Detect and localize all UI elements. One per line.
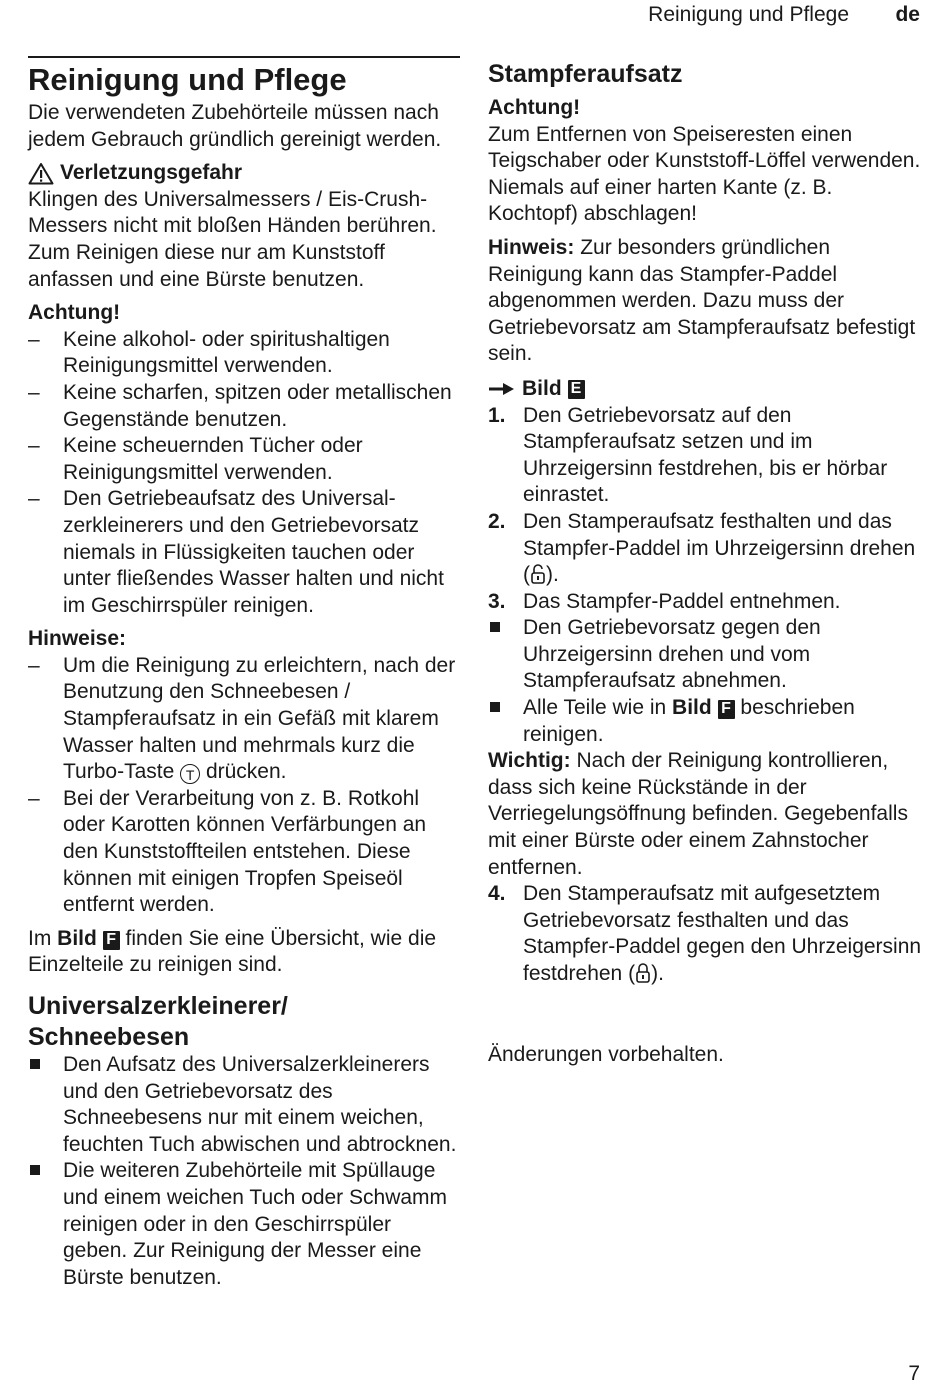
hint-text: Zur besonders gründlichen Reinigung kann das Stampfer-Paddel abgenommen werden. Dazu muss der Getriebevorsatz am Stampferaufsatz befestigt sein. xyxy=(488,235,916,366)
dash-marker: – xyxy=(28,380,40,404)
figure-reference xyxy=(488,376,928,403)
step-item xyxy=(488,881,928,987)
step-text-b: ). xyxy=(546,563,559,587)
left-column xyxy=(28,56,460,1291)
warning-heading xyxy=(28,160,460,187)
bullet-square-icon xyxy=(28,1158,58,1185)
overview-post: finden Sie eine Übersicht, wie die Einzelteile zu reinigen sind. xyxy=(28,926,437,977)
list-item xyxy=(28,1158,460,1291)
bullet2-text-a: Alle Teile wie in xyxy=(523,696,667,720)
footer-note: Änderungen vorbehalten. xyxy=(488,1042,724,1066)
bullet-square-icon xyxy=(28,1052,58,1079)
hint-paragraph xyxy=(488,235,928,368)
list-item-text: Den Getriebevorsatz gegen den Uhrzeigersinn drehen und vom Stampferaufsatz abnehmen. xyxy=(523,616,821,693)
figure-ref-label: Bild xyxy=(57,926,97,950)
warning-triangle-icon xyxy=(28,162,54,185)
step-item xyxy=(488,589,928,616)
list-item xyxy=(28,433,460,486)
warning-title: Verletzungsgefahr xyxy=(60,161,243,185)
figure-letter-badge: F xyxy=(103,931,120,950)
figure-letter-badge: F xyxy=(718,700,735,719)
list-item-text: Keine alkohol- oder spiritushaltigen Reinigungsmittel verwenden. xyxy=(63,327,390,378)
page-header xyxy=(0,0,950,36)
arrow-right-icon xyxy=(488,381,516,397)
step-text-a: Den Stamperaufsatz festhalten und das Stampfer-Paddel im Uhrzeigersinn drehen ( xyxy=(523,509,916,587)
list-item xyxy=(28,380,460,433)
steps-list-2 xyxy=(488,881,928,987)
list-item xyxy=(28,486,460,619)
step-text: Das Stampfer-Paddel entnehmen. xyxy=(523,589,841,613)
list-item xyxy=(488,615,928,695)
dash-marker: – xyxy=(28,327,40,351)
list-item-text: Keine scharfen, spitzen oder metallischen Gegenstände benutzen. xyxy=(63,380,452,431)
figure-ref-label: Bild xyxy=(672,696,712,720)
list-item-text: Die weiteren Zubehörteile mit Spüllauge und einem weichen Tuch oder Schwamm reinigen oder in den Geschirrspüler geben. Zur Reinigung der Messer eine Bürste benutzen. xyxy=(63,1159,448,1289)
dash-marker: – xyxy=(28,434,40,458)
hint-label: Hinweis: xyxy=(488,235,575,259)
note1-text-b: drücken. xyxy=(205,760,287,784)
bullet2-text-b: beschrieben reinigen. xyxy=(523,696,855,746)
list-item xyxy=(28,1052,460,1158)
bullet-square-icon xyxy=(488,615,518,642)
unlock-icon xyxy=(530,563,546,585)
turbo-button-icon: T xyxy=(180,764,200,784)
section2-list xyxy=(28,1052,460,1291)
notes-title: Hinweise: xyxy=(28,627,127,651)
dash-marker: – xyxy=(28,487,40,511)
step-number: 2. xyxy=(488,509,506,533)
step-text: Den Getriebevorsatz auf den Stampferaufsatz setzen und im Uhrzeigersinn festdrehen, bis er hörbar einrastet. xyxy=(523,403,888,507)
dash-marker: – xyxy=(28,653,40,677)
list-item xyxy=(488,695,928,748)
step-item xyxy=(488,509,928,589)
list-item-text: Den Aufsatz des Universalzerkleinerers und den Getriebevorsatz des Schneebesens nur mit einem weichen, feuchten Tuch abwischen und abtrocknen. xyxy=(63,1053,457,1156)
header-language-code: de xyxy=(895,3,920,26)
page-number: 7 xyxy=(908,1362,920,1385)
list-item-text: Den Getriebeaufsatz des Universal-zerkleinerers und den Getriebevorsatz niemals in Flüssigkeiten tauchen oder unter fließendes Wasser halten und nicht im Geschirrspüler reinigen. xyxy=(63,487,444,617)
figure-letter-badge: E xyxy=(568,380,585,399)
figure-label: Bild xyxy=(522,376,562,400)
lock-icon xyxy=(635,962,651,984)
page-title: Reinigung und Pflege xyxy=(28,62,347,97)
section-heading-universal xyxy=(28,991,460,1053)
important-paragraph xyxy=(488,748,928,881)
notes-list xyxy=(28,653,460,919)
list-item xyxy=(28,653,460,786)
caution-title: Achtung! xyxy=(488,96,581,119)
step-number: 4. xyxy=(488,882,506,906)
step-item xyxy=(488,403,928,509)
caution-title: Achtung! xyxy=(28,301,121,325)
note1-text-a: Um die Reinigung zu erleichtern, nach der Benutzung den Schneebesen / Stampferaufsatz in ein Gefäß mit klarem Wasser halten und mehrmals kurz die Turbo-Taste xyxy=(63,653,456,784)
step-number: 3. xyxy=(488,589,506,613)
section-heading-stampfer: Stampferaufsatz xyxy=(488,60,683,88)
list-item xyxy=(28,327,460,380)
note2-text: Bei der Verarbeitung von z. B. Rotkohl oder Karotten können Verfärbungen an den Kunststoffteilen entstehen. Diese können mit einigen Tropfen Speiseöl entfernt werden. xyxy=(63,786,427,917)
step-number: 1. xyxy=(488,403,506,427)
overview-text xyxy=(28,926,460,979)
step-text-a: Den Stamperaufsatz mit aufgesetztem Getriebevorsatz festhalten und das Stampfer-Paddel gegen den Uhrzeigersinn festdrehen ( xyxy=(523,882,922,985)
section-heading-line1: Universalzerkleinerer/ xyxy=(28,992,288,1020)
important-text: Nach der Reinigung kontrollieren, dass sich keine Rückstände in der Verriegelungsöffnung befinden. Gegebenfalls mit einer Bürste oder einem Zahnstocher entfernen. xyxy=(488,749,908,879)
caution-list xyxy=(28,327,460,620)
section-heading-line2: Schneebesen xyxy=(28,1023,190,1051)
caution-text: Zum Entfernen von Speiseresten einen Teigschaber oder Kunststoff-Löffel verwenden. Niemals auf einer harten Kante (z. B. Kochtopf) abschlagen! xyxy=(488,122,921,226)
list-item xyxy=(28,786,460,919)
intro-text: Die verwendeten Zubehörteile müssen nach jedem Gebrauch gründlich gereinigt werden. xyxy=(28,101,442,151)
steps-list xyxy=(488,403,928,749)
right-column xyxy=(488,59,928,1068)
step-text-b: ). xyxy=(651,962,664,985)
overview-pre: Im xyxy=(28,926,52,950)
important-label: Wichtig: xyxy=(488,749,571,773)
dash-marker: – xyxy=(28,786,40,810)
header-section-title: Reinigung und Pflege xyxy=(648,3,849,26)
list-item-text: Keine scheuernden Tücher oder Reinigungsmittel verwenden. xyxy=(63,434,363,484)
bullet-square-icon xyxy=(488,695,518,722)
warning-text: Klingen des Universalmessers / Eis-Crush-Messers nicht mit bloßen Händen berühren. Zum Reinigen diese nur am Kunststoff anfassen und eine Bürste benutzen. xyxy=(28,187,437,291)
